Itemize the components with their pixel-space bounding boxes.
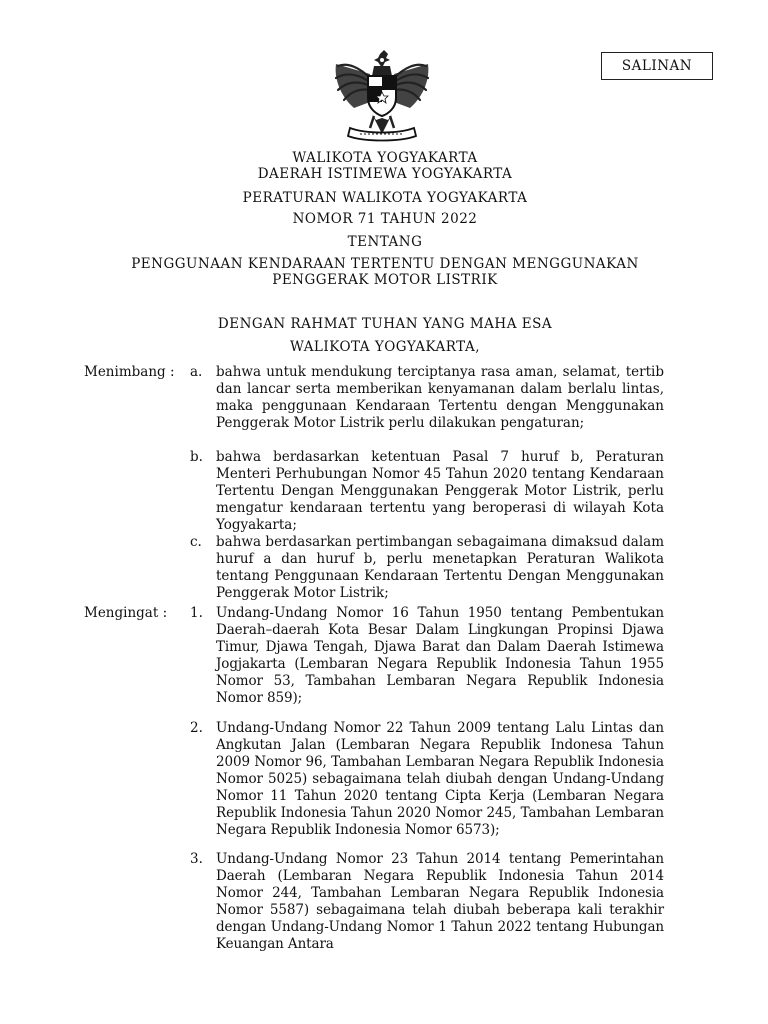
mayor-title-line2: WALIKOTA YOGYAKARTA,: [289, 339, 480, 355]
mengingat-item-3: [190, 851, 664, 953]
mengingat-item-2: [190, 720, 664, 839]
item-text: bahwa untuk mendukung terciptanya rasa aman, selamat, tertib dan lancar serta memberikan kenyamanan dalam berlalu lintas, maka penggunaan Kendaraan Tertentu dengan Menggunakan Penggerak Motor Listrik perlu dilakukan pengaturan;: [216, 364, 664, 431]
regulation-number: NOMOR 71 TAHUN 2022: [292, 211, 478, 227]
grace-statement: DENGAN RAHMAT TUHAN YANG MAHA ESA: [217, 316, 553, 332]
subject-line2: PENGGERAK MOTOR LISTRIK: [272, 272, 498, 288]
item-label: b.: [190, 449, 203, 465]
item-label: 1.: [190, 605, 203, 621]
subject-line1: PENGGUNAAN KENDARAAN TERTENTU DENGAN MENGGUNAKAN: [131, 256, 639, 272]
about-label: TENTANG: [347, 234, 423, 250]
garuda-pancasila-emblem-icon: [330, 48, 434, 144]
item-text: bahwa berdasarkan ketentuan Pasal 7 huruf b, Peraturan Menteri Perhubungan Nomor 45 Tahun 2020 tentang Kendaraan Tertentu Dengan Menggunakan Penggerak Motor Listrik, perlu mengatur kendaraan tertentu yang beroperasi di wilayah Kota Yogyakarta;: [216, 449, 664, 533]
item-label: a.: [190, 364, 203, 380]
item-label: c.: [190, 534, 202, 550]
item-text: Undang-Undang Nomor 22 Tahun 2009 tentang Lalu Lintas dan Angkutan Jalan (Lembaran Negara Republik Indonesa Tahun 2009 Nomor 96, Tambahan Lembaran Negara Republik Indonesia Nomor 5025) sebagaimana telah diubah dengan Undang-Undang Nomor 11 Tahun 2020 tentang Cipta Kerja (Lembaran Negara Republik Indonesia Tahun 2020 Nomor 245, Tambahan Lembaran Negara Republik Indonesia Nomor 6573);: [216, 720, 664, 838]
item-text: Undang-Undang Nomor 16 Tahun 1950 tentang Pembentukan Daerah–daerah Kota Besar Dalam Lingkungan Propinsi Djawa Timur, Djawa Tengah, Djawa Barat dan Dalam Daerah Istimewa Jogjakarta (Lembaran Negara Republik Indonesia Tahun 1955 Nomor 53, Tambahan Lembaran Negara Republik Indonesia Nomor 859);: [216, 605, 664, 706]
menimbang-item-b: [190, 449, 664, 534]
regulation-title: PERATURAN WALIKOTA YOGYAKARTA: [242, 190, 528, 206]
item-text: Undang-Undang Nomor 23 Tahun 2014 tentang Pemerintahan Daerah (Lembaran Negara Republik Indonesia Tahun 2014 Nomor 244, Tambahan Lembaran Negara Republik Indonesia Nomor 5587) sebagaimana telah diubah beberapa kali terakhir dengan Undang-Undang Nomor 1 Tahun 2022 tentang Hubungan Keuangan Antara: [216, 851, 664, 952]
menimbang-label: Menimbang :: [84, 364, 175, 380]
menimbang-item-c: [190, 534, 664, 602]
salinan-stamp: SALINAN: [601, 52, 713, 80]
item-label: 2.: [190, 720, 203, 736]
mayor-title-line1: WALIKOTA YOGYAKARTA: [292, 150, 478, 166]
region-title: DAERAH ISTIMEWA YOGYAKARTA: [257, 166, 513, 182]
menimbang-item-a: [190, 364, 664, 432]
item-label: 3.: [190, 851, 203, 867]
mengingat-item-1: [190, 605, 664, 707]
item-text: bahwa berdasarkan pertimbangan sebagaimana dimaksud dalam huruf a dan huruf b, perlu menetapkan Peraturan Walikota tentang Penggunaan Kendaraan Tertentu Dengan Menggunakan Penggerak Motor Listrik;: [216, 534, 664, 601]
mengingat-label: Mengingat :: [84, 605, 168, 621]
